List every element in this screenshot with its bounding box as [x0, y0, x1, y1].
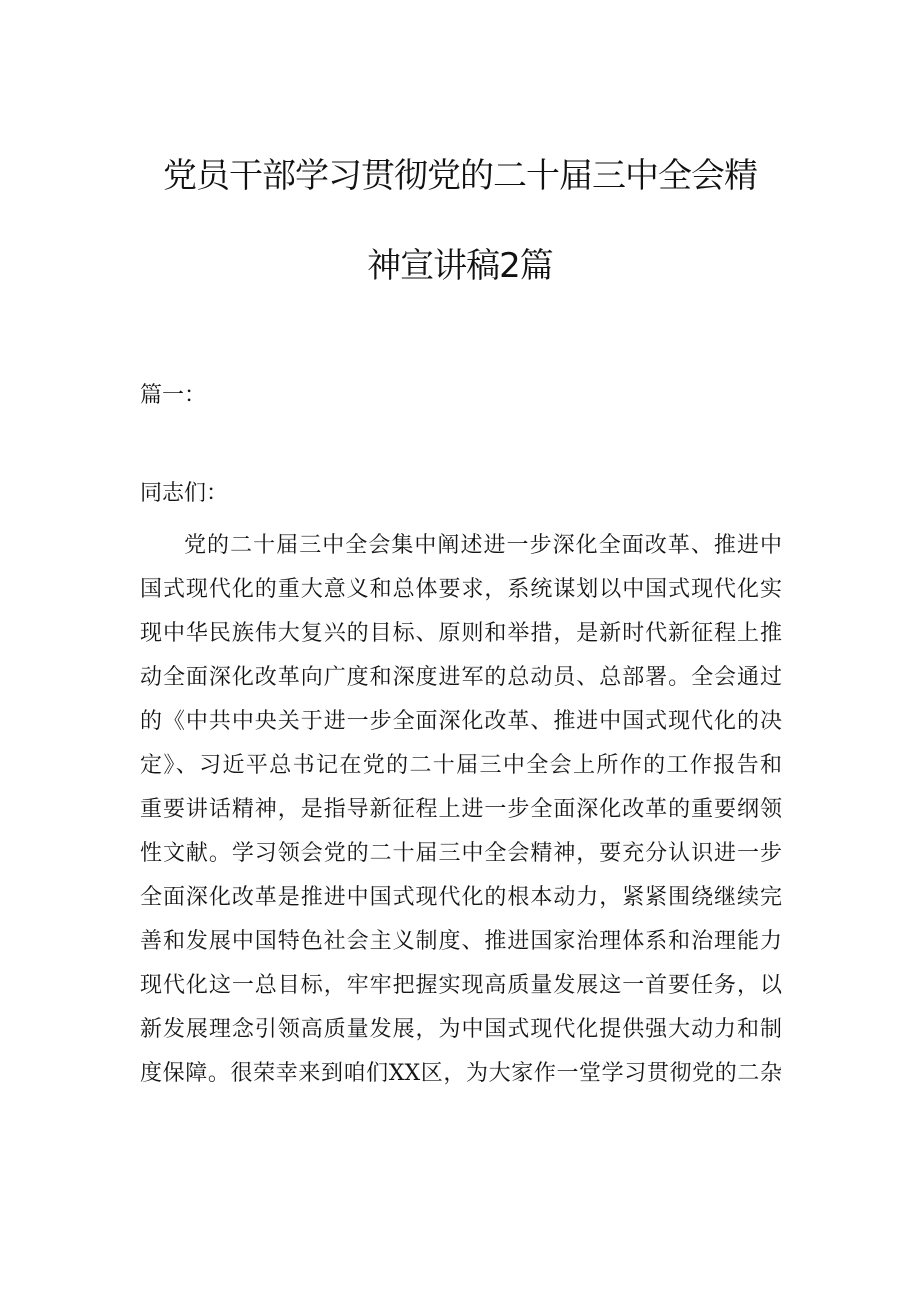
paragraph-line: 新发展理念引领高质量发展，为中国式现代化提供强大动力和制: [140, 1017, 782, 1042]
paragraph-line: 动全面深化改革向广度和深度进军的总动员、总部署。全会通过: [140, 665, 782, 690]
salutation: 同志们：: [140, 481, 229, 506]
section-label: 篇一：: [140, 383, 207, 408]
paragraph-line: 度保障。很荣幸来到咱们XX区，为大家作一堂学习贯彻党的二杂: [140, 1061, 782, 1086]
paragraph-line: 善和发展中国特色社会主义制度、推进国家治理体系和治理能力: [140, 929, 782, 954]
body-paragraph: [140, 524, 782, 1096]
paragraph-line: 全面深化改革是推进中国式现代化的根本动力，紧紧围绕继续完: [140, 885, 782, 910]
paragraph-line: 现中华民族伟大复兴的目标、原则和举措，是新时代新征程上推: [140, 621, 782, 646]
paragraph-line: 党的二十届三中全会集中阐述进一步深化全面改革、推进中: [184, 533, 782, 558]
paragraph-line: 现代化这一总目标，牢牢把握实现高质量发展这一首要任务，以: [140, 973, 782, 998]
paragraph-line: 性文献。学习领会党的二十届三中全会精神，要充分认识进一步: [140, 841, 782, 866]
paragraph-line: 的《中共中央关于进一步全面深化改革、推进中国式现代化的决: [140, 709, 782, 734]
document-title-line-2: 神宣讲稿2篇: [367, 246, 553, 286]
paragraph-line: 重要讲话精神，是指导新征程上进一步全面深化改革的重要纲领: [140, 797, 782, 822]
paragraph-line: 国式现代化的重大意义和总体要求，系统谋划以中国式现代化实: [140, 577, 782, 602]
document-title-line-1: 党员干部学习贯彻党的二十届三中全会精: [163, 156, 757, 196]
paragraph-line: 定》、习近平总书记在党的二十届三中全会上所作的工作报告和: [140, 753, 782, 778]
